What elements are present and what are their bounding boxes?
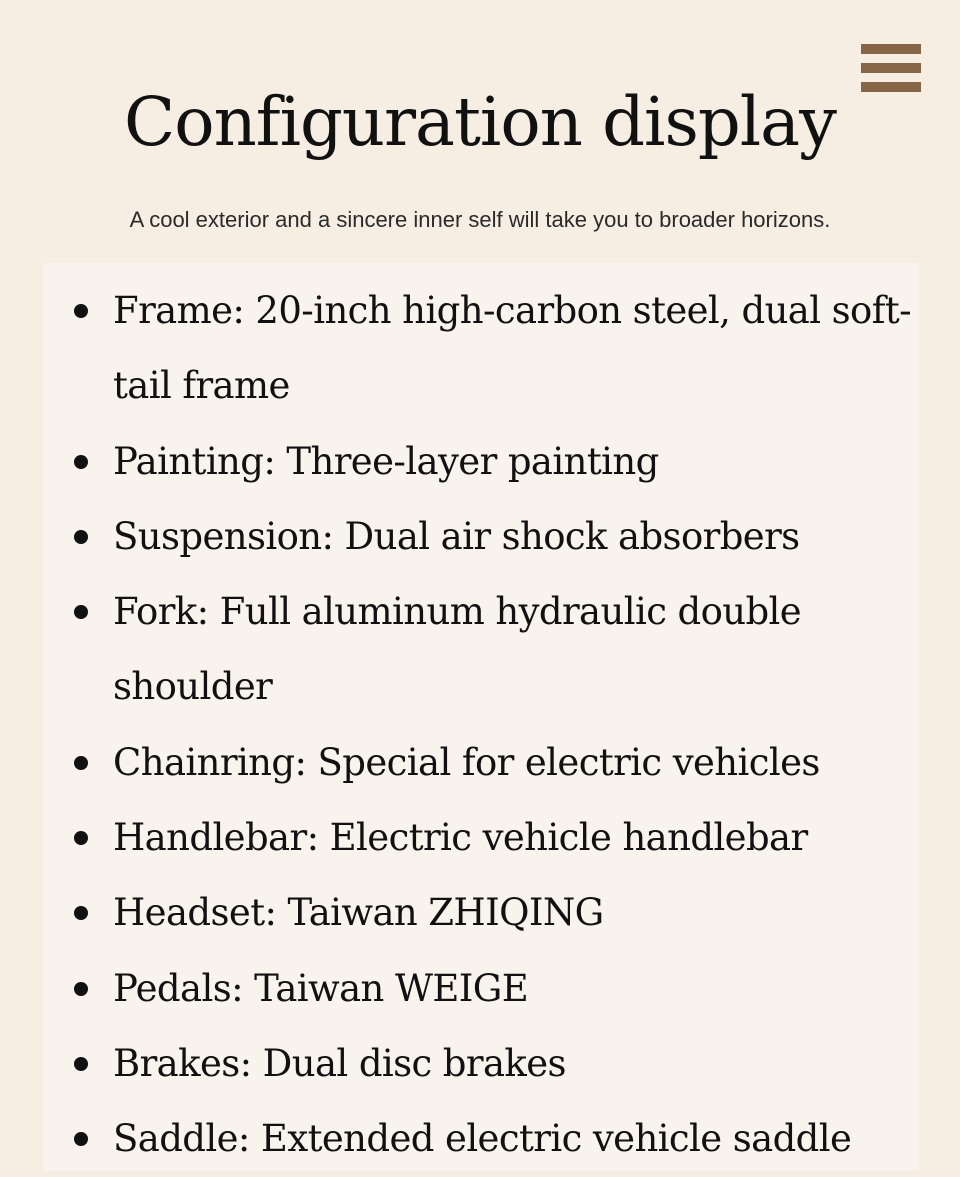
configuration-list xyxy=(43,273,919,1177)
list-item xyxy=(43,725,919,800)
list-item-text: Suspension: Dual air shock absorbers xyxy=(113,514,800,558)
bullet-icon xyxy=(74,605,88,619)
list-item-text: Chainring: Special for electric vehicles xyxy=(113,740,820,784)
menu-bar xyxy=(861,63,921,73)
page-subtitle: A cool exterior and a sincere inner self will take you to broader horizons. xyxy=(129,207,831,232)
bullet-icon xyxy=(74,304,88,318)
list-item xyxy=(43,1101,919,1176)
page-title: Configuration display xyxy=(124,83,836,161)
bullet-icon xyxy=(74,831,88,845)
list-item-text: Pedals: Taiwan WEIGE xyxy=(113,966,529,1010)
bullet-icon xyxy=(74,982,88,996)
list-item xyxy=(43,424,919,499)
bullet-icon xyxy=(74,1132,88,1146)
menu-bar xyxy=(861,44,921,54)
list-item-text: Fork: Full aluminum hydraulic double shoulder xyxy=(113,590,802,709)
list-item xyxy=(43,1026,919,1101)
bullet-icon xyxy=(74,1057,88,1071)
list-item xyxy=(43,499,919,574)
list-item xyxy=(43,875,919,950)
bullet-icon xyxy=(74,530,88,544)
list-item-text: Brakes: Dual disc brakes xyxy=(113,1041,566,1085)
list-item xyxy=(43,800,919,875)
list-item xyxy=(43,951,919,1026)
configuration-panel xyxy=(43,263,919,1171)
list-item-text: Handlebar: Electric vehicle handlebar xyxy=(113,816,808,860)
bullet-icon xyxy=(74,455,88,469)
list-item xyxy=(43,574,919,725)
bullet-icon xyxy=(74,756,88,770)
list-item-text: Headset: Taiwan ZHIQING xyxy=(113,891,604,935)
list-item-text: Frame: 20-inch high-carbon steel, dual soft-tail frame xyxy=(113,289,911,408)
bullet-icon xyxy=(74,906,88,920)
list-item xyxy=(43,273,919,424)
list-item-text: Saddle: Extended electric vehicle saddle xyxy=(113,1117,852,1161)
list-item-text: Painting: Three-layer painting xyxy=(113,439,659,483)
